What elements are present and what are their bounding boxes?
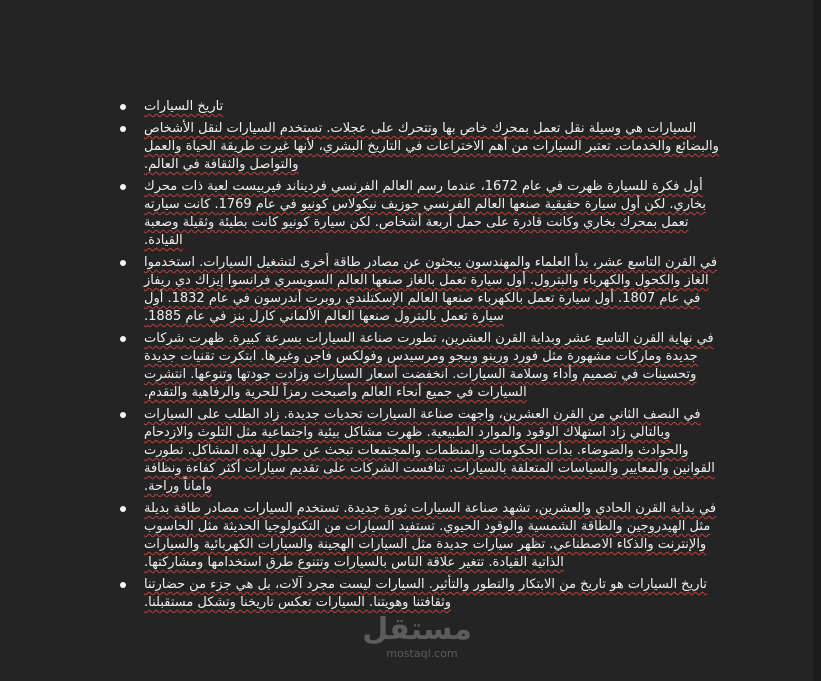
- bullet-icon: [120, 336, 126, 342]
- list-item: [112, 406, 722, 496]
- document-body[interactable]: [112, 98, 722, 616]
- mostaql-watermark: [362, 612, 472, 660]
- list-item-text[interactable]: تاريخ السيارات هو تاريخ من الابتكار والتطور والتأثير. السيارات ليست مجرد آلات، بل هي جزء من حضارتنا وثقافتنا وهويتنا. السيارات تعكس تاريخنا وتشكل مستقبلنا.: [144, 577, 708, 610]
- list-item: [112, 500, 722, 572]
- list-item: [112, 254, 722, 326]
- list-item: [112, 120, 722, 174]
- watermark-logo: مستقل: [362, 612, 472, 647]
- list-item: [112, 330, 722, 402]
- bullet-icon: [120, 126, 126, 132]
- list-item: [112, 178, 722, 250]
- list-item-text[interactable]: أول فكرة للسيارة ظهرت في عام 1672، عندما رسم العالم الفرنسي فرديناند فيربيست لعبة ذات محرك بخاري. لكن أول سيارة حقيقية صنعها العالم الفرنسي جوزيف نيكولاس كونيو في عام 1769. كانت سيارته تعمل بمحرك بخاري وكانت قادرة على حمل أربعة أشخاص. لكن سيارة كونيو كانت بطيئة وثقيلة وصعبة القيادة.: [144, 179, 706, 248]
- list-item-text[interactable]: السيارات هي وسيلة نقل تعمل بمحرك خاص بها وتتحرك على عجلات. تستخدم السيارات لنقل الأشخاص والبضائع والخدمات. تعتبر السيارات من أهم الاختراعات في التاريخ البشري، لأنها غيرت طريقة الحياة والعمل والتواصل والثقافة في العالم.: [144, 121, 719, 172]
- list-item-text[interactable]: في نهاية القرن التاسع عشر وبداية القرن العشرين، تطورت صناعة السيارات بسرعة كبيرة. ظهرت شركات جديدة وماركات مشهورة مثل فورد ورينو وبيجو ومرسيدس وفولكس فاجن وغيرها. ابتكرت تقنيات جديدة وتحسينات في تصميم وأداء وسلامة السيارات. انخفضت أسعار السيارات وزادت جودتها وتنوعها. انتشرت السيارات في جميع أنحاء العالم وأصبحت رمزاً للحرية والرفاهية والتقدم.: [144, 331, 714, 400]
- bullet-icon: [120, 104, 126, 110]
- bullet-icon: [120, 260, 126, 266]
- window-edge: [813, 0, 821, 681]
- list-item-text[interactable]: تاريخ السيارات: [144, 99, 224, 114]
- bullet-icon: [120, 582, 126, 588]
- bullet-list: [112, 98, 722, 612]
- list-item-text[interactable]: في القرن التاسع عشر، بدأ العلماء والمهندسون يبحثون عن مصادر طاقة أخرى لتشغيل السيارات. استخدموا الغاز والكحول والكهرباء والبترول. أول سيارة تعمل بالغاز صنعها العالم السويسري فرانسوا إيزاك دي ريفاز في عام 1807. أول سيارة تعمل بالكهرباء صنعها العالم الإسكتلندي روبرت أندرسون في عام 1832. أول سيارة تعمل بالبترول صنعها العالم الألماني كارل بنز في عام 1885.: [144, 255, 718, 324]
- list-item: [112, 576, 722, 612]
- bullet-icon: [120, 184, 126, 190]
- list-item-title: [112, 98, 722, 116]
- list-item-text[interactable]: في بداية القرن الحادي والعشرين، تشهد صناعة السيارات ثورة جديدة. تستخدم السيارات مصادر طاقة بديلة مثل الهيدروجين والطاقة الشمسية والوقود الحيوي. تستفيد السيارات من التكنولوجيا الحديثة مثل الحاسوب والإنترنت والذكاء الاصطناعي. تظهر سيارات جديدة مثل السيارات الهجينة والسيارات الكهربائية والسيارات الذاتية القيادة. تتغير علاقة الناس بالسيارات وتتنوع طرق استخدامها ومشاركتها.: [144, 501, 717, 570]
- watermark-url: mostaql.com: [386, 647, 458, 660]
- bullet-icon: [120, 506, 126, 512]
- bullet-icon: [120, 412, 126, 418]
- list-item-text[interactable]: في النصف الثاني من القرن العشرين، واجهت صناعة السيارات تحديات جديدة. زاد الطلب على السيارات وبالتالي زاد استهلاك الوقود والموارد الطبيعية. ظهرت مشاكل بيئية واجتماعية مثل التلوث والازدحام والحوادث والضوضاء. بدأت الحكومات والمنظمات والمجتمعات تبحث عن حلول لهذه المشاكل. تطورت القوانين والمعايير والسياسات المتعلقة بالسيارات. تنافست الشركات على تقديم سيارات أكثر كفاءة ونظافة وأماناً وراحة.: [144, 407, 715, 494]
